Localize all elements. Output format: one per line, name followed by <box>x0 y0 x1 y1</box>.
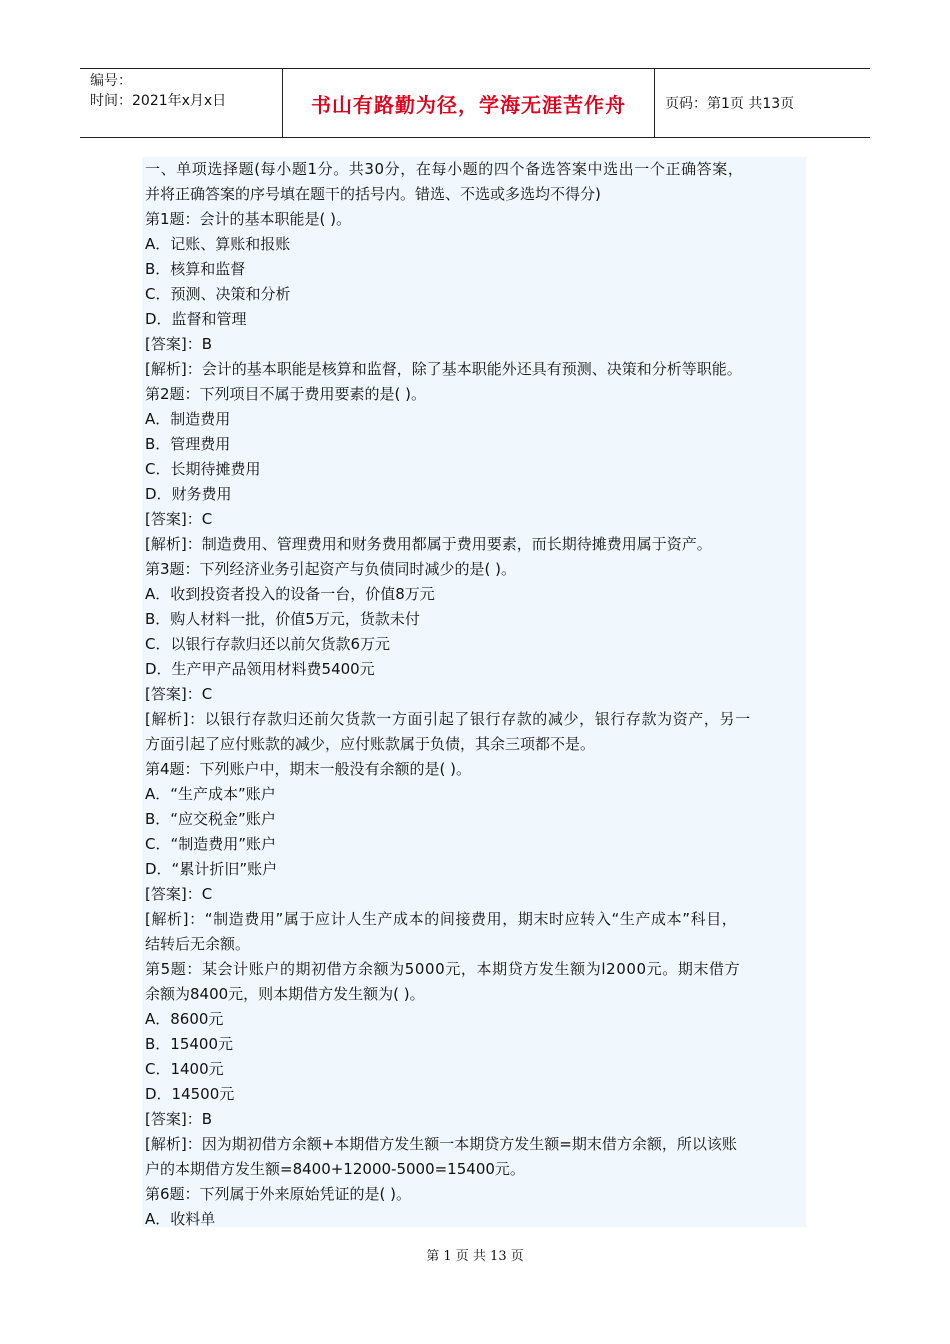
option-line: A．“生产成本”账户 <box>145 785 276 803</box>
option-line: D．监督和管理 <box>145 310 247 328</box>
question-line: 第2题：下列项目不属于费用要素的是( )。 <box>145 385 427 403</box>
option-line: D．财务费用 <box>145 485 232 503</box>
option-line: C．以银行存款归还以前欠货款6万元 <box>145 635 391 653</box>
answer-line: [答案]：C <box>145 885 213 903</box>
question-line: 第4题：下列账户中，期末一般没有余额的是( )。 <box>145 760 472 778</box>
option-line: D．14500元 <box>145 1085 235 1103</box>
question-line: 第1题：会计的基本职能是( )。 <box>145 210 352 228</box>
header-motto: 书山有路勤为径，学海无涯苦作舟 <box>311 92 626 117</box>
answer-line: [答案]：B <box>145 1110 212 1128</box>
document-number-label: 编号： <box>90 73 132 89</box>
option-line: C．长期待摊费用 <box>145 460 261 478</box>
analysis-line: [解析]：“制造费用”属于应计人生产成本的间接费用，期末时应转入“生产成本”科目， <box>145 910 738 928</box>
option-line: B．15400元 <box>145 1035 234 1053</box>
option-line: A．收料单 <box>145 1210 216 1228</box>
option-line: C．“制造费用”账户 <box>145 835 277 853</box>
analysis-line: [解析]：会计的基本职能是核算和监督，除了基本职能外还具有预测、决策和分析等职能。 <box>145 360 742 378</box>
answer-line: [答案]：B <box>145 335 212 353</box>
text-line: 并将正确答案的序号填在题干的括号内。错选、不选或多选均不得分) <box>145 185 601 203</box>
analysis-line: 户的本期借方发生额=8400+12000-5000=15400元。 <box>145 1160 525 1178</box>
page-header <box>80 68 870 138</box>
option-line: B．购人材料一批，价值5万元，货款未付 <box>145 610 420 628</box>
option-line: A．收到投资者投入的设备一台，价值8万元 <box>145 585 435 603</box>
header-page-number: 页码：第1页 共13页 <box>665 96 795 112</box>
text-line: 一、单项选择题(每小题1分。共30分，在每小题的四个备选答案中选出一个正确答案， <box>145 160 744 178</box>
question-line: 第6题：下列属于外来原始凭证的是( )。 <box>145 1185 412 1203</box>
question-line: 余额为8400元，则本期借方发生额为( )。 <box>145 985 425 1003</box>
page-footer: 第 1 页 共 13 页 <box>426 1249 524 1264</box>
analysis-line: [解析]：制造费用、管理费用和财务费用都属于费用要素，而长期待摊费用属于资产。 <box>145 535 712 553</box>
option-line: A．制造费用 <box>145 410 231 428</box>
option-line: B．管理费用 <box>145 435 231 453</box>
document-date-label: 时间：2021年x月x日 <box>90 93 227 109</box>
option-line: D．“累计折旧”账户 <box>145 860 278 878</box>
question-line: 第3题：下列经济业务引起资产与负债同时减少的是( )。 <box>145 560 517 578</box>
option-line: B．核算和监督 <box>145 260 246 278</box>
header-motto-cell <box>283 69 655 137</box>
option-line: A．记账、算账和报账 <box>145 235 291 253</box>
analysis-line: [解析]：以银行存款归还前欠货款一方面引起了银行存款的减少，银行存款为资产，另一 <box>145 710 751 728</box>
option-line: B．“应交税金”账户 <box>145 810 276 828</box>
option-line: C．预测、决策和分析 <box>145 285 291 303</box>
option-line: D．生产甲产品领用材料费5400元 <box>145 660 375 678</box>
answer-line: [答案]：C <box>145 510 213 528</box>
analysis-line: 结转后无余额。 <box>145 935 251 953</box>
header-meta <box>80 69 283 137</box>
document-body <box>142 157 806 1227</box>
analysis-line: [解析]：因为期初借方余额+本期借方发生额一本期贷方发生额=期末借方余额，所以该账 <box>145 1135 737 1153</box>
option-line: C．1400元 <box>145 1060 224 1078</box>
header-page-cell <box>655 69 870 137</box>
answer-line: [答案]：C <box>145 685 213 703</box>
option-line: A．8600元 <box>145 1010 224 1028</box>
question-line: 第5题：某会计账户的期初借方余额为5000元，本期贷方发生额为l2000元。期末借方 <box>145 960 741 978</box>
analysis-line: 方面引起了应付账款的减少，应付账款属于负债，其余三项都不是。 <box>145 735 596 753</box>
